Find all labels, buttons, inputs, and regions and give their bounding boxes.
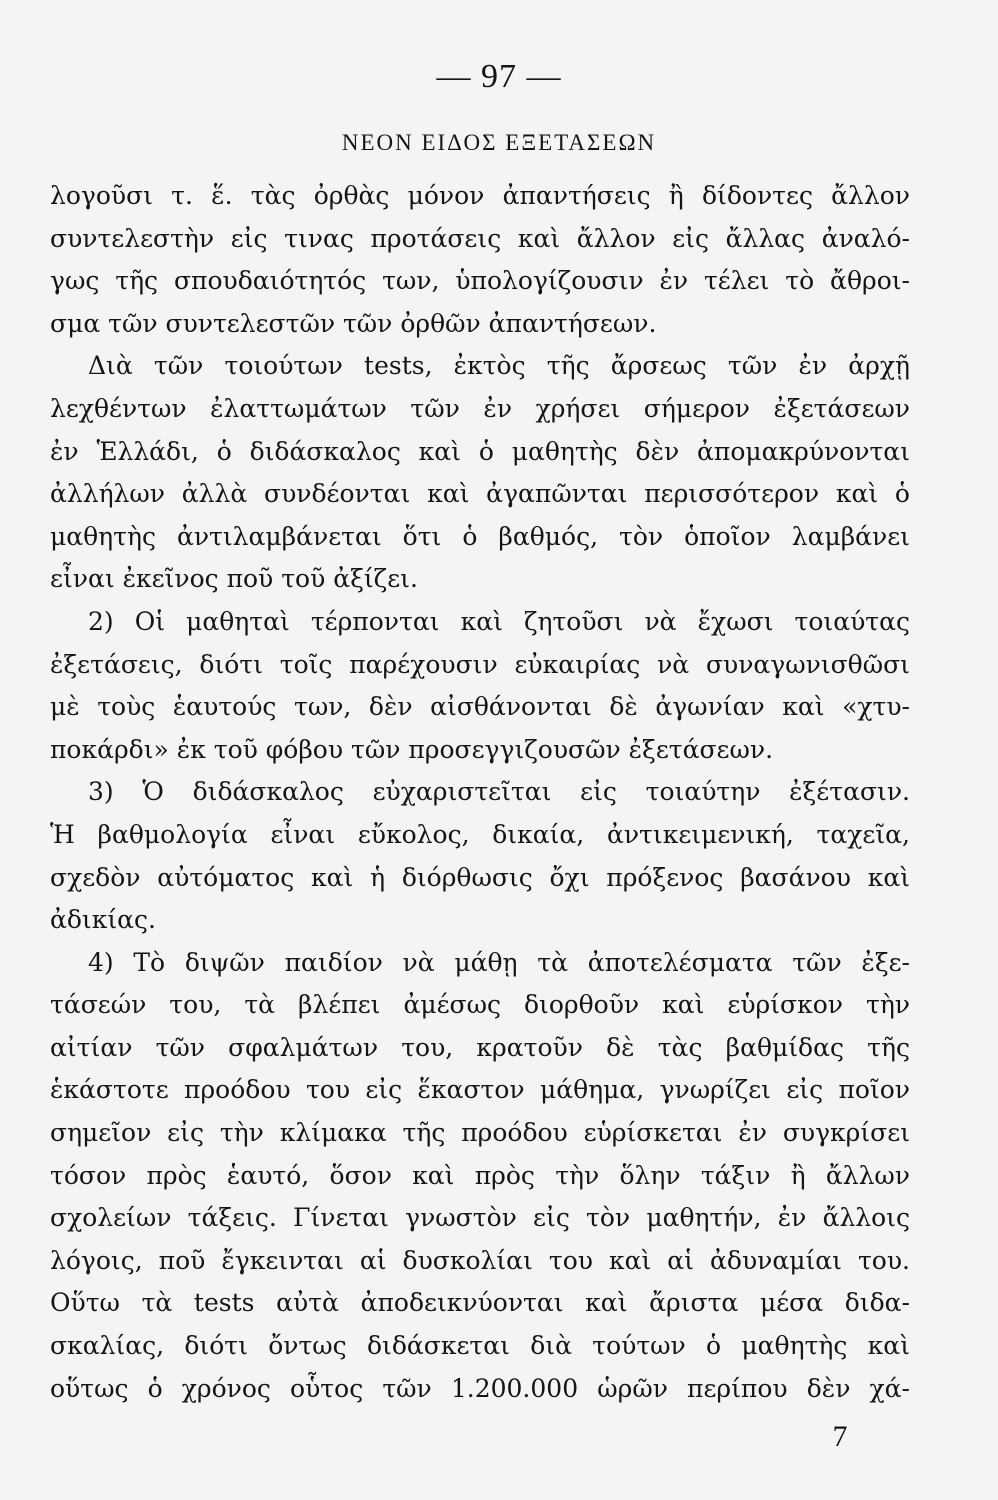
text-line: ἀλλήλων ἀλλὰ συνδέονται καὶ ἀγαπῶνται περισσότερον καὶ ὁ — [50, 479, 910, 509]
text-line: εἶναι ἐκεῖνος ποῦ τοῦ ἀξίζει. — [50, 564, 418, 594]
text-line: σχεδὸν αὐτόματος καὶ ἡ διόρθωσις ὄχι πρόξενος βασάνου καὶ — [50, 862, 910, 892]
text-line: γως τῆς σπουδαιότητός των, ὑπολογίζουσιν ἐν τέλει τὸ ἄθροι- — [50, 266, 910, 296]
text-line: ἑκάστοτε προόδου του εἰς ἕκαστον μάθημα, γνωρίζει εἰς ποῖον — [50, 1075, 910, 1105]
text-line: Διὰ τῶν τοιούτων tests, ἐκτὸς τῆς ἄρσεως τῶν ἐν ἀρχῇ — [88, 351, 910, 381]
text-line: ἐξετάσεις, διότι τοῖς παρέχουσιν εὐκαιρίας νὰ συναγωνισθῶσι — [50, 649, 910, 679]
signature-mark: 7 — [832, 1420, 848, 1453]
text-line: τάσεών του, τὰ βλέπει ἀμέσως διορθοῦν καὶ εὑρίσκον τὴν — [50, 990, 910, 1020]
text-line: σμα τῶν συντελεστῶν τῶν ὀρθῶν ἀπαντήσεων. — [50, 308, 657, 338]
text-line: οὕτως ὁ χρόνος οὗτος τῶν 1.200.000 ὡρῶν περίπου δὲν χά- — [50, 1373, 910, 1403]
text-line: λογοῦσι τ. ἕ. τὰς ὀρθὰς μόνον ἀπαντήσεις ἢ δίδοντες ἄλλον — [50, 181, 910, 210]
text-line: αἰτίαν τῶν σφαλμάτων του, κρατοῦν δὲ τὰς βαθμίδας τῆς — [50, 1032, 910, 1062]
text-line: μαθητὴς ἀντιλαμβάνεται ὅτι ὁ βαθμός, τὸν ὁποῖον λαμβάνει — [50, 521, 910, 551]
page-number: — 97 — — [436, 58, 562, 95]
text-line: σημεῖον εἰς τὴν κλίμακα τῆς προόδου εὑρίσκεται ἐν συγκρίσει — [50, 1118, 910, 1148]
text-line: συντελεστὴν εἰς τινας προτάσεις καὶ ἄλλον εἰς ἄλλας ἀναλό- — [50, 223, 910, 253]
text-line: λόγοις, ποῦ ἔγκεινται αἱ δυσκολίαι του καὶ αἱ ἀδυναμίαι του. — [50, 1245, 910, 1275]
text-line: μὲ τοὺς ἑαυτούς των, δὲν αἰσθάνονται δὲ ἀγωνίαν καὶ «χτυ- — [50, 692, 910, 722]
text-line: ἐν Ἑλλάδι, ὁ διδάσκαλος καὶ ὁ μαθητὴς δὲν ἀπομακρύνονται — [50, 436, 910, 466]
running-head: ΝΕΟΝ ΕΙΔΟΣ ΕΞΕΤΑΣΕΩΝ — [341, 130, 657, 155]
text-line: ποκάρδι» ἐκ τοῦ φόβου τῶν προσεγγιζουσῶν ἐξετάσεων. — [50, 734, 774, 764]
text-line: 3) Ὁ διδάσκαλος εὐχαριστεῖται εἰς τοιαύτην ἐξέτασιν. — [88, 777, 910, 807]
text-line: Ἡ βαθμολογία εἶναι εὔκολος, δικαία, ἀντικειμενική, ταχεῖα, — [50, 819, 910, 849]
text-line: σχολείων τάξεις. Γίνεται γνωστὸν εἰς τὸν μαθητήν, ἐν ἄλλοις — [50, 1203, 910, 1233]
text-line: ἀδικίας. — [50, 905, 156, 935]
text-line: Οὕτω τὰ tests αὐτὰ ἀποδεικνύονται καὶ ἄριστα μέσα διδα- — [50, 1288, 910, 1318]
text-line: 2) Οἱ μαθηταὶ τέρπονται καὶ ζητοῦσι νὰ ἔχωσι τοιαύτας — [88, 606, 910, 636]
text-line: σκαλίας, διότι ὄντως διδάσκεται διὰ τούτων ὁ μαθητὴς καὶ — [50, 1331, 910, 1361]
body-text — [50, 175, 910, 1410]
text-line: λεχθέντων ἐλαττωμάτων τῶν ἐν χρήσει σήμερον ἐξετάσεων — [50, 393, 910, 423]
text-line: τόσον πρὸς ἑαυτό, ὅσον καὶ πρὸς τὴν ὅλην τάξιν ἢ ἄλλων — [50, 1160, 910, 1190]
text-line: 4) Τὸ διψῶν παιδίον νὰ μάθῃ τὰ ἀποτελέσματα τῶν ἐξε- — [88, 947, 910, 977]
